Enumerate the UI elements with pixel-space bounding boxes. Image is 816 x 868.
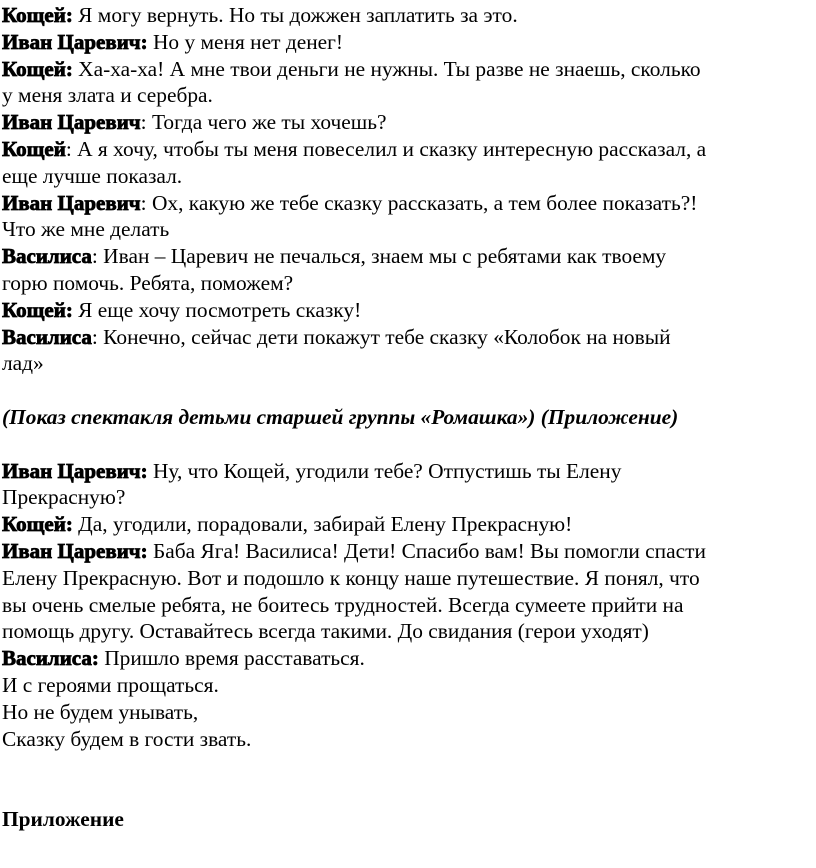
dialogue-text: лад»	[2, 351, 44, 376]
dialogue-text: Баба Яга! Василиса! Дети! Спасибо вам! Вы помогли спасти	[147, 538, 706, 563]
dialogue-line	[2, 726, 812, 753]
dialogue-line	[2, 270, 812, 297]
dialogue-text: Ха-ха-ха! А мне твои деньги не нужны. Ты разве не знаешь, сколько	[72, 56, 701, 81]
dialogue-text: помощь другу. Оставайтесь всегда такими. До свидания (герои уходят)	[2, 619, 649, 644]
dialogue-text: Но не будем унывать,	[2, 699, 199, 724]
dialogue-text: : Ох, какую же тебе сказку рассказать, а тем более показать?!	[140, 190, 698, 215]
speaker-name: Иван Царевич:	[2, 458, 148, 483]
dialogue-line	[2, 458, 812, 485]
dialogue-text: вы очень смелые ребята, не боитесь трудностей. Всегда сумеете прийти на	[2, 592, 684, 617]
dialogue-line	[2, 82, 812, 109]
dialogue-text: Я могу вернуть. Но ты дожжен заплатить за это.	[72, 3, 518, 27]
dialogue-line	[2, 136, 812, 163]
stage-direction: (Показ спектакля детьми старшей группы «Ромашка») (Приложение)	[2, 404, 679, 429]
dialogue-text: еще лучше показал.	[2, 163, 183, 188]
speaker-name: Кощей:	[2, 56, 73, 81]
dialogue-line	[2, 29, 812, 56]
blank-line	[2, 752, 812, 779]
dialogue-text: Прекрасную?	[2, 485, 126, 510]
dialogue-text: : Тогда чего же ты хочешь?	[140, 110, 387, 135]
blank-line	[2, 377, 812, 404]
dialogue-text: Я еще хочу посмотреть сказку!	[72, 297, 362, 322]
speaker-name: Иван Царевич:	[2, 29, 148, 54]
dialogue-text: Пришло время расставаться.	[98, 646, 365, 671]
dialogue-text: Сказку будем в гости звать.	[2, 726, 252, 751]
dialogue-line	[2, 324, 812, 351]
dialogue-line	[2, 538, 812, 565]
dialogue-line	[2, 592, 812, 619]
dialogue-line	[2, 56, 812, 83]
dialogue-text: : Конечно, сейчас дети покажут тебе сказку «Колобок на новый	[91, 324, 671, 349]
dialogue-line	[2, 109, 812, 136]
dialogue-line	[2, 511, 812, 538]
dialogue-line	[2, 297, 812, 324]
dialogue-text: Что же мне делать	[2, 217, 170, 242]
dialogue-text: у меня злата и серебра.	[2, 83, 213, 108]
appendix-heading: Приложение	[2, 806, 124, 831]
speaker-name: Кощей	[2, 136, 66, 161]
dialogue-line	[2, 2, 812, 29]
dialogue-line	[2, 645, 812, 672]
dialogue-text: : Иван – Царевич не печалься, знаем мы с ребятами как твоему	[91, 244, 667, 269]
dialogue-line	[2, 699, 812, 726]
dialogue-line	[2, 163, 812, 190]
dialogue-text: горю помочь. Ребята, поможем?	[2, 270, 294, 295]
speaker-name: Кощей:	[2, 512, 73, 537]
dialogue-line	[2, 216, 812, 243]
dialogue-text: И с героями прощаться.	[2, 672, 219, 697]
dialogue-text: Но у меня нет денег!	[147, 29, 344, 54]
dialogue-text: : А я хочу, чтобы ты меня повеселил и сказку интересную рассказал, а	[65, 136, 707, 161]
dialogue-line	[2, 243, 812, 270]
speaker-name: Кощей:	[2, 297, 73, 322]
speaker-name: Василиса:	[2, 646, 99, 671]
dialogue-text: Елену Прекрасную. Вот и подошло к концу наше путешествие. Я понял, что	[2, 565, 700, 590]
speaker-name: Иван Царевич	[2, 190, 141, 215]
dialogue-line	[2, 350, 812, 377]
speaker-name: Кощей:	[2, 3, 73, 27]
speaker-name: Василиса	[2, 244, 92, 269]
dialogue-text: Да, угодили, порадовали, забирай Елену Прекрасную!	[72, 512, 573, 537]
speaker-name: Иван Царевич:	[2, 538, 148, 563]
dialogue-text: Ну, что Кощей, угодили тебе? Отпустишь ты Елену	[147, 458, 622, 483]
dialogue-line	[2, 618, 812, 645]
blank-line	[2, 431, 812, 458]
dialogue-line	[2, 484, 812, 511]
blank-line	[2, 779, 812, 806]
dialogue-line	[2, 565, 812, 592]
dialogue-line	[2, 190, 812, 217]
speaker-name: Василиса	[2, 324, 92, 349]
dialogue-line	[2, 672, 812, 699]
speaker-name: Иван Царевич	[2, 110, 141, 135]
